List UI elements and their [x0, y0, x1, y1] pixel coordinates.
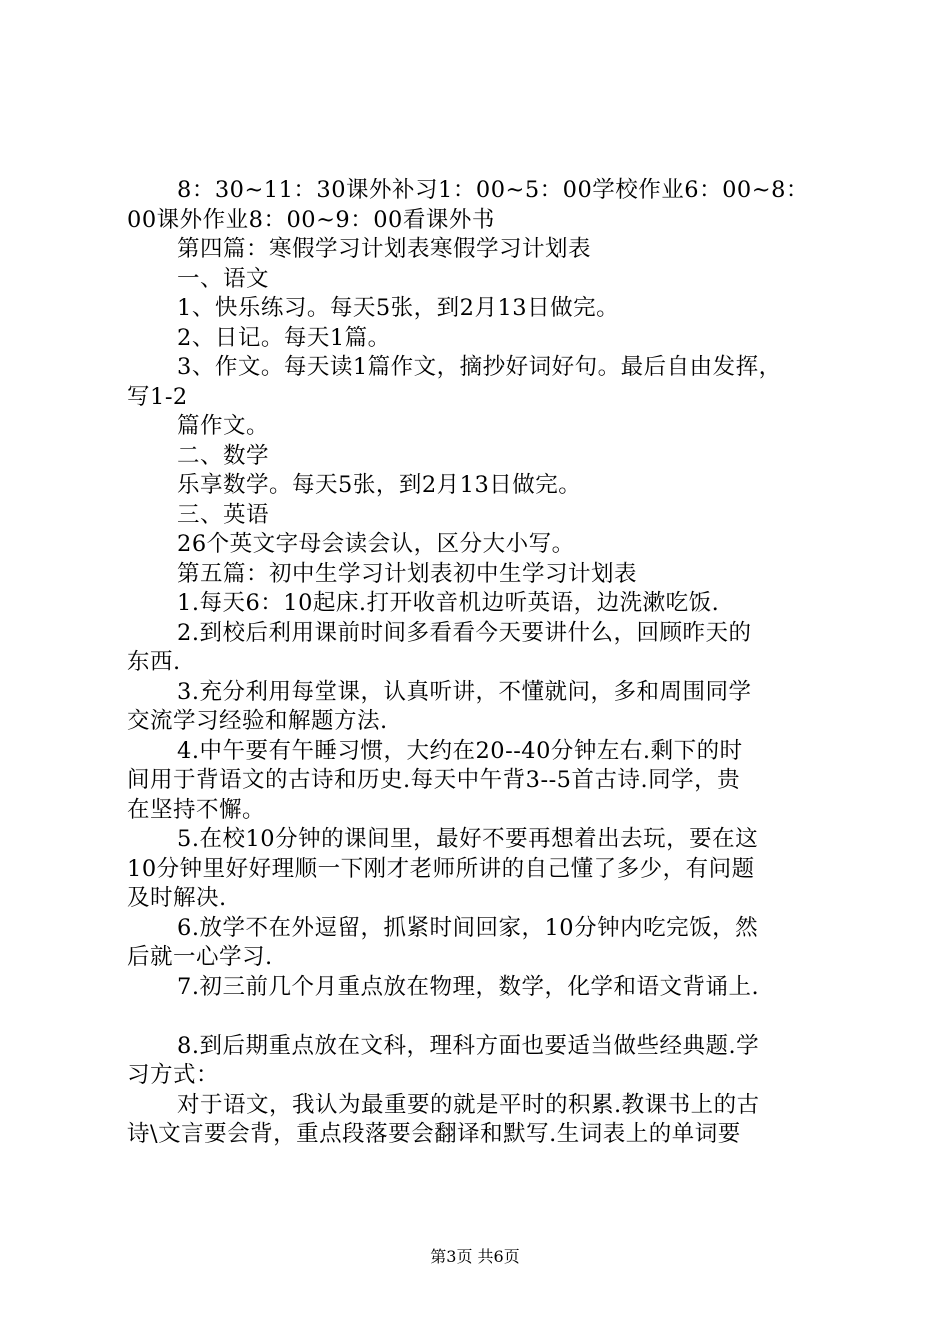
text-line: 8.到后期重点放在文科，理科方面也要适当做些经典题.学 [177, 1032, 760, 1059]
text-line: 及时解决. [127, 885, 227, 911]
text-line: 第四篇：寒假学习计划表寒假学习计划表 [177, 236, 592, 262]
text-line: 交流学习经验和解题方法. [127, 708, 388, 734]
text-line: 在坚持不懈。 [127, 796, 266, 823]
text-line: 三、英语 [177, 501, 270, 528]
text-line: 后就一心学习. [127, 944, 273, 970]
text-line: 篇作文。 [177, 413, 270, 439]
text-line: 3、作文。每天读1篇作文，摘抄好词好句。最后自由发挥， [177, 354, 782, 380]
text-line: 第五篇：初中生学习计划表初中生学习计划表 [177, 560, 638, 587]
text-line: 8：30~11：30课外补习1：00~5：00学校作业6：00~8： [177, 177, 809, 203]
text-line: 1.每天6：10起床.打开收音机边听英语，边洗漱吃饭. [177, 590, 720, 616]
page-footer: 第3页 共6页 [430, 1247, 520, 1266]
text-line: 3.充分利用每堂课，认真听讲，不懂就问，多和周围同学 [177, 678, 752, 705]
text-line: 4.中午要有午睡习惯，大约在20--40分钟左右.剩下的时 [177, 737, 743, 764]
text-line: 00课外作业8：00~9：00看课外书 [127, 206, 495, 233]
text-line: 2、日记。每天1篇。 [177, 324, 391, 351]
text-line: 写1-2 [127, 383, 188, 410]
text-line: 二、数学 [177, 442, 270, 469]
text-line: 5.在校10分钟的课间里，最好不要再想着出去玩，要在这 [177, 826, 759, 852]
text-line: 东西. [127, 649, 181, 675]
text-line: 诗\文言要会背，重点段落要会翻译和默写.生词表上的单词要 [127, 1121, 741, 1147]
text-line: 6.放学不在外逗留，抓紧时间回家，10分钟内吃完饭，然 [177, 914, 759, 941]
text-line: 7.初三前几个月重点放在物理，数学，化学和语文背诵上. [177, 973, 760, 1000]
text-line: 10分钟里好好理顺一下刚才老师所讲的自己懂了多少，有问题 [127, 855, 755, 882]
text-line: 对于语文，我认为最重要的就是平时的积累.教课书上的古 [177, 1091, 760, 1118]
blank-line [127, 1002, 837, 1032]
text-line: 间用于背语文的古诗和历史.每天中午背3--5首古诗.同学，贵 [127, 767, 741, 793]
text-line: 1、快乐练习。每天5张，到2月13日做完。 [177, 295, 620, 321]
text-line: 习方式： [127, 1062, 220, 1088]
text-line: 一、语文 [177, 265, 270, 292]
text-line: 乐享数学。每天5张，到2月13日做完。 [177, 472, 582, 498]
text-line: 26个英文字母会读会认，区分大小写。 [177, 531, 575, 557]
text-line: 2.到校后利用课前时间多看看今天要讲什么，回顾昨天的 [177, 619, 752, 646]
document-body [127, 176, 837, 1150]
